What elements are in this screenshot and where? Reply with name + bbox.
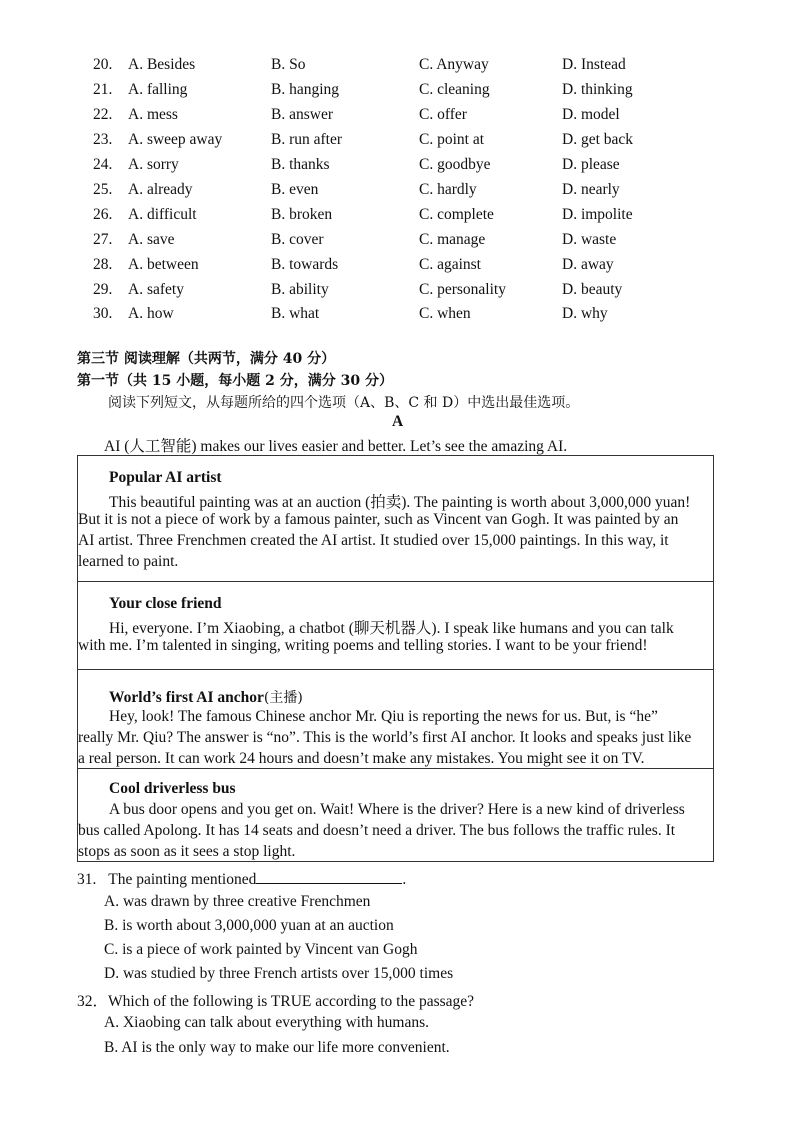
answer-blank <box>256 869 402 884</box>
box-line: AI artist. Three Frenchmen created the AI artist. It studied over 15,000 paintings. In this way, it <box>78 532 669 549</box>
option-a: A. mess <box>128 106 178 123</box>
option-d: D. why <box>562 305 608 322</box>
box-title: Cool driverless bus <box>109 780 236 797</box>
option-c: C. hardly <box>419 181 477 198</box>
ai-box-anchor <box>78 669 713 769</box>
option-c: C. goodbye <box>419 156 491 173</box>
option-a: A. already <box>128 181 193 198</box>
question-number: 32． <box>77 993 109 1010</box>
option-d: D. nearly <box>562 181 620 198</box>
question-number: 21. <box>93 81 113 98</box>
ai-box-artist <box>78 456 713 581</box>
option-a: A. sorry <box>128 156 179 173</box>
ai-info-table <box>77 455 714 862</box>
option-b: B. towards <box>271 256 339 273</box>
option-row <box>0 206 794 231</box>
option-b: B. run after <box>271 131 343 148</box>
option-c: C. personality <box>419 281 506 298</box>
answer-option: C. is a piece of work painted by Vincent van Gogh <box>104 941 418 958</box>
question-stem: Which of the following is TRUE according to the passage? <box>108 993 475 1010</box>
option-a: A. safety <box>128 281 184 298</box>
question-number: 26. <box>93 206 113 223</box>
option-d: D. beauty <box>562 281 623 298</box>
option-a: A. falling <box>128 81 188 98</box>
question-number: 28. <box>93 256 113 273</box>
box-line: learned to paint. <box>78 553 179 570</box>
option-c: C. manage <box>419 231 486 248</box>
option-row <box>0 81 794 106</box>
option-c: C. point at <box>419 131 485 148</box>
option-row <box>0 231 794 256</box>
question-number: 25. <box>93 181 113 198</box>
answer-option: A. was drawn by three creative Frenchmen <box>104 893 371 910</box>
option-b: B. cover <box>271 231 324 248</box>
question-number: 22. <box>93 106 113 123</box>
option-c: C. when <box>419 305 471 322</box>
question-31 <box>77 869 406 889</box>
option-row <box>0 156 794 181</box>
box-line: really Mr. Qiu? The answer is “no”. This is the world’s first AI anchor. It looks and speaks just like <box>78 729 692 746</box>
sub-section-heading: 第一节（共 15 小题，每小题 2 分，满分 30 分） <box>77 373 393 389</box>
question-number: 27. <box>93 231 113 248</box>
box-line: stops as soon as it sees a stop light. <box>78 843 296 860</box>
option-d: D. impolite <box>562 206 633 223</box>
option-d: D. Instead <box>562 56 626 73</box>
question-number: 31. <box>77 871 97 888</box>
question-number: 23. <box>93 131 113 148</box>
answer-option: B. AI is the only way to make our life more convenient. <box>104 1039 450 1056</box>
option-b: B. ability <box>271 281 329 298</box>
option-a: A. between <box>128 256 199 273</box>
option-d: D. please <box>562 156 620 173</box>
box-title: Your close friend <box>109 595 222 612</box>
option-a: A. difficult <box>128 206 197 223</box>
section-heading: 第三节 阅读理解（共两节，满分 40 分） <box>77 351 336 367</box>
box-line: bus called Apolong. It has 14 seats and doesn’t need a driver. The bus follows the traffic rules. It <box>78 822 676 839</box>
option-d: D. thinking <box>562 81 633 98</box>
question-stem-end: . <box>402 871 407 888</box>
option-d: D. waste <box>562 231 617 248</box>
reading-instruction: 阅读下列短文，从每题所给的四个选项（A、B、C 和 D）中选出最佳选项。 <box>108 395 580 411</box>
box-line: Hey, look! The famous Chinese anchor Mr. Qiu is reporting the news for us. But, is “he” <box>109 708 658 725</box>
option-d: D. model <box>562 106 620 123</box>
option-b: B. what <box>271 305 320 322</box>
ai-box-bus <box>78 768 713 862</box>
ai-box-friend <box>78 581 713 670</box>
option-c: C. cleaning <box>419 81 490 98</box>
option-b: B. thanks <box>271 156 330 173</box>
box-title-note: (主播) <box>263 690 303 706</box>
box-title-text: World’s first AI anchor <box>109 689 264 706</box>
answer-option: B. is worth about 3,000,000 yuan at an auction <box>104 917 394 934</box>
box-line: Hi, everyone. I’m Xiaobing, a chatbot (聊天机器人). I speak like humans and you can talk <box>109 620 674 637</box>
box-title: Popular AI artist <box>109 469 222 486</box>
option-row <box>0 256 794 281</box>
box-line: a real person. It can work 24 hours and doesn’t make any mistakes. You might see it on TV. <box>78 750 645 767</box>
option-a: A. Besides <box>128 56 196 73</box>
option-a: A. how <box>128 305 174 322</box>
option-c: C. offer <box>419 106 467 123</box>
option-c: C. against <box>419 256 481 273</box>
option-row <box>0 281 794 306</box>
option-b: B. hanging <box>271 81 340 98</box>
question-number: 20. <box>93 56 113 73</box>
question-number: 30. <box>93 305 113 322</box>
option-a: A. save <box>128 231 175 248</box>
option-d: D. get back <box>562 131 634 148</box>
box-line: But it is not a piece of work by a famous painter, such as Vincent van Gogh. It was painted by an <box>78 511 679 528</box>
question-number: 29. <box>93 281 113 298</box>
box-line: This beautiful painting was at an auction (拍卖). The painting is worth about 3,000,000 yuan! <box>109 494 691 511</box>
option-row <box>0 131 794 156</box>
option-row <box>0 305 794 330</box>
option-b: B. broken <box>271 206 333 223</box>
option-d: D. away <box>562 256 614 273</box>
option-b: B. even <box>271 181 319 198</box>
box-line: A bus door opens and you get on. Wait! Where is the driver? Here is a new kind of driverless <box>109 801 685 818</box>
option-row <box>0 106 794 131</box>
question-32 <box>77 989 474 1011</box>
box-title <box>109 687 303 707</box>
passage-label: A <box>392 413 404 430</box>
option-c: C. Anyway <box>419 56 489 73</box>
option-row <box>0 181 794 206</box>
option-a: A. sweep away <box>128 131 223 148</box>
answer-option: A. Xiaobing can talk about everything with humans. <box>104 1014 430 1031</box>
option-b: B. So <box>271 56 306 73</box>
answer-option: D. was studied by three French artists over 15,000 times <box>104 965 454 982</box>
box-line: with me. I’m talented in singing, writing poems and telling stories. I want to be your friend! <box>78 637 648 654</box>
option-b: B. answer <box>271 106 333 123</box>
passage-intro: AI (人工智能) makes our lives easier and better. Let’s see the amazing AI. <box>104 438 568 455</box>
option-row <box>0 56 794 81</box>
question-number: 24. <box>93 156 113 173</box>
question-stem: The painting mentioned <box>108 871 257 888</box>
option-c: C. complete <box>419 206 494 223</box>
